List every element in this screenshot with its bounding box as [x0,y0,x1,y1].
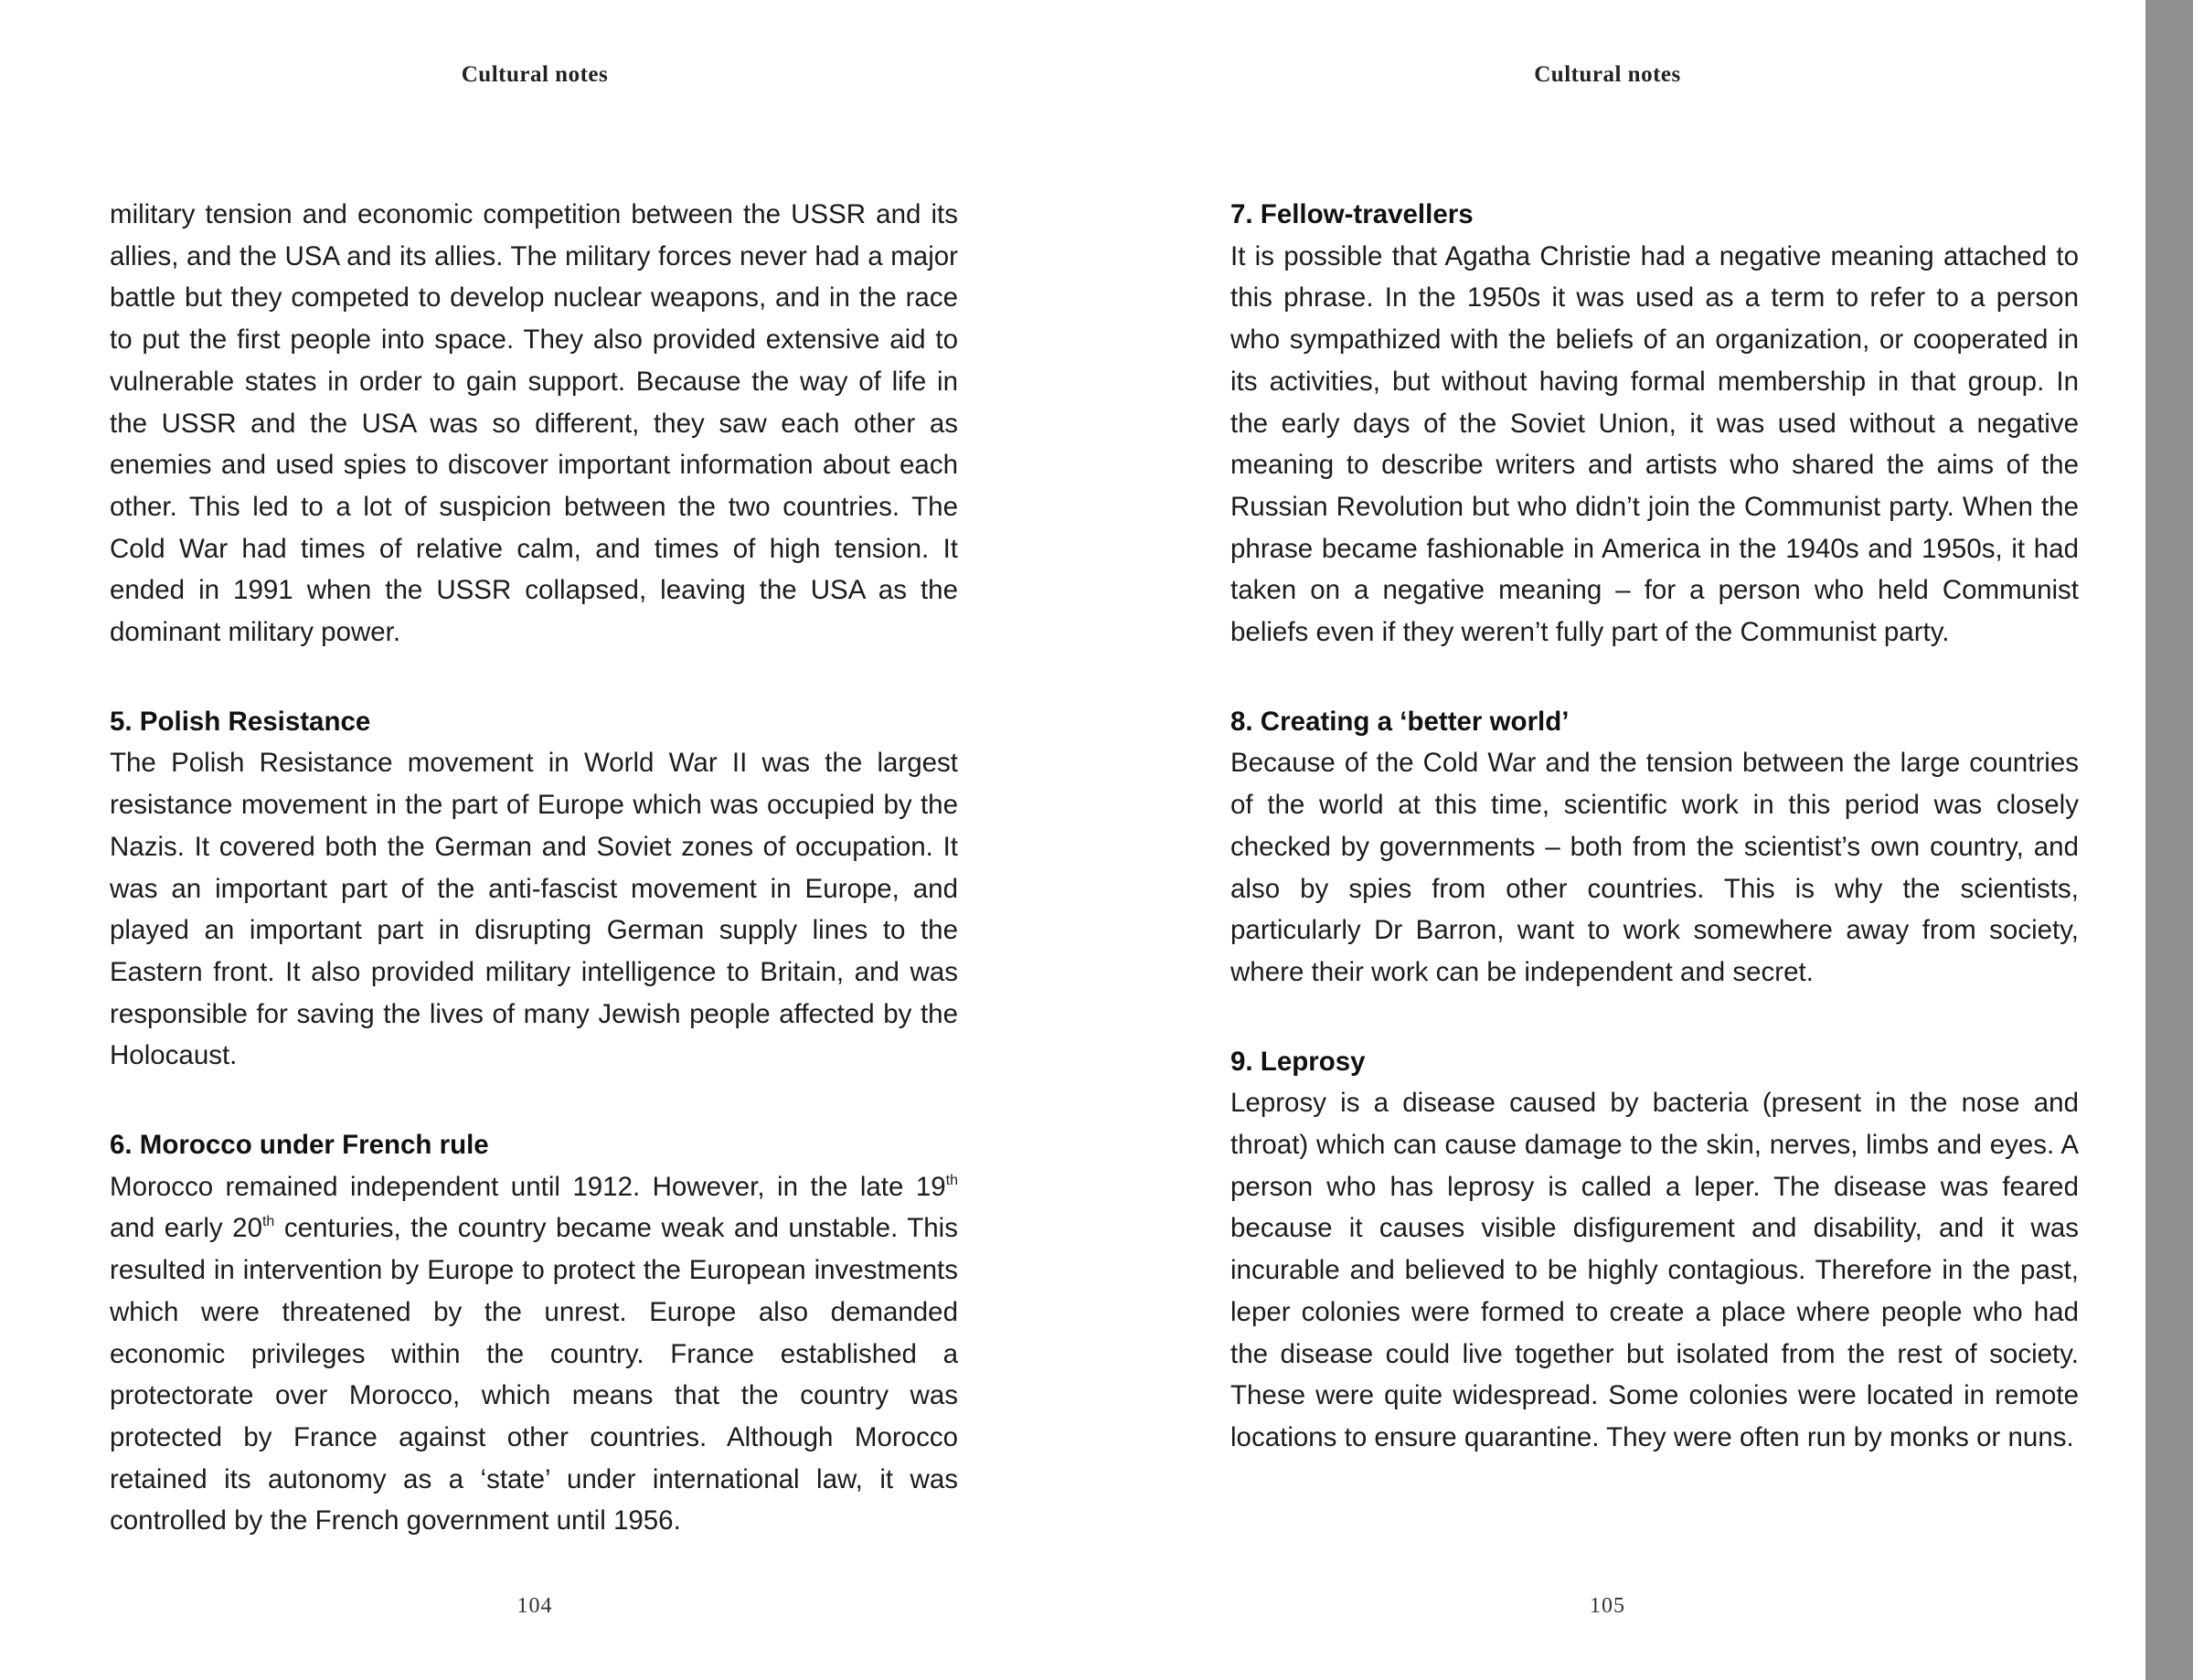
paragraph: It is possible that Agatha Christie had a negative meaning attached to this phrase. In the 1950s it was used as a term to refer to a person who sympathized with the beliefs of an organization, or cooperated in its activities, but without having formal membership in that group. In the early days of the Soviet Union, it was used without a negative meaning to describe writers and artists who shared the aims of the Russian Revolution but who didn’t join the Communist party. When the phrase became fashionable in America in the 1940s and 1950s, it had taken on a negative meaning – for a person who held Communist beliefs even if they weren’t fully part of the Communist party. [1230,240,2079,648]
paragraph: Because of the Cold War and the tension between the large countries of the world at this time, scientific work in this period was closely checked by governments – both from the scientist’s own country, and also by spies from other countries. This is why the scientists, particularly Dr Barron, want to work somewhere away from society, where their work can be independent and secret. [1230,748,2079,987]
paragraph: The Polish Resistance movement in World War II was the largest resistance movement in the part of Europe which was occupied by the Nazis. It covered both the German and Soviet zones of occupation. It was an important part of the anti-fascist movement in Europe, and played an important part in disrupting German supply lines to the Eastern front. It also provided military intelligence to Britain, and was responsible for saving the lives of many Jewish people affected by the Holocaust. [110,748,958,1071]
paragraph: Leprosy is a disease caused by bacteria (present in the nose and throat) which can cause damage to the skin, nerves, limbs and eyes. A person who has leprosy is called a leper. The disease was feared because it causes visible disfigurement and disability, and it was incurable and believed to be highly contagious. Therefore in the past, leper colonies were formed to create a place where people who had the disease could live together but isolated from the rest of society. These were quite widespread. Some colonies were located in remote locations to ensure quarantine. They were often run by monks or nuns. [1230,1088,2079,1452]
section-heading: 8. Creating a ‘better world’ [1230,706,1570,737]
section-fellow-travellers [1230,194,2079,654]
running-head-text: Cultural notes [461,62,609,87]
paragraph-text: and early 20 [110,1213,262,1244]
section-heading: 6. Morocco under French rule [110,1130,489,1161]
superscript: th [945,1172,958,1188]
section-morocco-under-french-rule [110,1124,958,1542]
page-number: 104 [516,1594,553,1618]
page-edge-bar [2145,0,2193,1680]
paragraph-text: Morocco remained independent until 1912. However, in the late 19 [110,1171,946,1202]
left-page-body [110,194,958,1590]
section-heading: 5. Polish Resistance [110,706,371,737]
section-leprosy [1230,1041,2079,1459]
running-head-text: Cultural notes [1534,62,1681,87]
running-head [0,62,1070,88]
right-page-body [1230,194,2079,1506]
paragraph-text: centuries, the country became weak and unstable. This resulted in intervention by Europe to protect the European investments which were threatened by the unrest. Europe also demanded economic privileges within the country. France established a protectorate over Morocco, which means that the country was protected by France against other countries. Although Morocco retained its autonomy as a ‘state’ under international law, it was controlled by the French government until 1956. [110,1213,958,1536]
continued-paragraph [110,194,958,654]
superscript: th [261,1214,275,1230]
paragraph [110,1166,958,1542]
page-number: 105 [1590,1594,1625,1618]
section-heading: 9. Leprosy [1230,1046,1366,1077]
section-heading: 7. Fellow-travellers [1230,199,1474,229]
left-page [0,0,1070,1680]
paragraph: military tension and economic competition between the USSR and its allies, and the USA and its allies. The military forces never had a major battle but they competed to develop nuclear weapons, and in the race to put the first people into space. They also provided extensive aid to vulnerable states in order to gain support. Because the way of life in the USSR and the USA was so different, they saw each other as enemies and used spies to discover important information about each other. This led to a lot of suspicion between the two countries. The Cold War had times of relative calm, and times of high tension. It ended in 1991 when the USSR collapsed, leaving the USA as the dominant military power. [110,199,958,648]
right-page [1070,0,2145,1680]
running-head [1070,62,2145,88]
section-polish-resistance [110,701,958,1077]
section-creating-a-better-world [1230,701,2079,994]
